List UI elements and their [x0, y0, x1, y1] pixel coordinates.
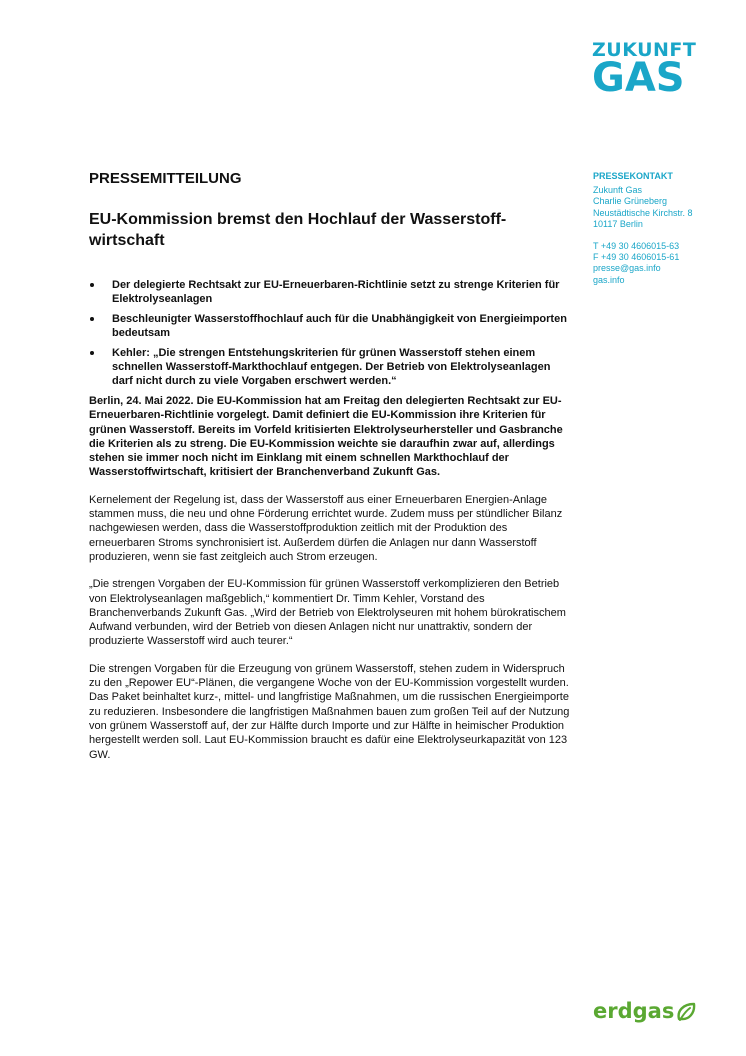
- contact-fax: F +49 30 4606015-61: [593, 252, 680, 263]
- contact-web[interactable]: gas.info: [593, 274, 625, 285]
- press-release-body: [89, 170, 573, 775]
- leaf-icon: [675, 1001, 697, 1023]
- contact-phone: T +49 30 4606015-63: [593, 241, 680, 252]
- body-paragraph: Kernelement der Regelung ist, dass der Wasserstoff aus einer Erneuerbaren Energien-Anlage stammen muss, die neu und ohne Förderung errichtet wurde. Zudem muss per stündlicher Bilanz nachgewiesen werden, dass die Wasserstoffproduktion zeitlich mit der Produktion des erneuerbaren Stroms synchronisiert ist. Außerdem dürfen die Anlagen nur dann Wasserstoff produzieren, wenn sie fast zeitgleich auch Strom erzeugen.: [89, 493, 563, 563]
- body-paragraph: „Die strengen Vorgaben der EU-Kommission für grünen Wasserstoff verkomplizieren den Betrieb von Elektrolyseanlagen maßgeblich,“ kommentiert Dr. Timm Kehler, Vorstand des Branchenverbands Zukunft Gas. „Wird der Betrieb von Elektrolyseuren mit hohem bürokratischem Aufwand verbunden, wird der Betrieb von diesen Anlagen nicht nur unattraktiv, sondern der produzierte Wasserstoff wird auch teurer.“: [89, 578, 566, 648]
- bullet-icon: [90, 283, 94, 287]
- list-item: Beschleunigter Wasserstoffhochlauf auch für die Unabhängigkeit von Energieimporten bedeutsam: [89, 312, 573, 340]
- list-item: Kehler: „Die strengen Entstehungskriterien für grünen Wasserstoff stehen einem schnellen Wasserstoff-Markthochlauf entgegen. Der Betrieb von Elektrolyseanlagen darf nicht durch zu viele Vorgaben erschwert werden.“: [89, 346, 573, 388]
- headline: EU-Kommission bremst den Hochlauf der Wasserstoff-wirtschaft: [89, 211, 507, 249]
- erdgas-logo-text: erdgas: [593, 999, 675, 1023]
- bullet-icon: [90, 317, 94, 321]
- contact-city: 10117 Berlin: [593, 218, 643, 229]
- erdgas-logo: [593, 996, 697, 1026]
- list-item: Der delegierte Rechtsakt zur EU-Erneuerbaren-Richtlinie setzt zu strenge Kriterien für Elektrolyseanlagen: [89, 278, 573, 306]
- document-type: PRESSEMITTEILUNG: [89, 170, 242, 187]
- lead-paragraph: Berlin, 24. Mai 2022. Die EU-Kommission hat am Freitag den delegierten Rechtsakt zur EU-Erneuerbaren-Richtlinie vorgelegt. Damit definiert die EU-Kommission ihre Kriterien für grünen Wasserstoff. Bereits im Vorfeld kritisierten Elektrolyseurhersteller und Gasbranche die Kriterien als zu streng. Die EU-Kommission weichte sie daraufhin zwar auf, allerdings stehen sie immer noch nicht im Einklang mit einem schnellen Markthochlauf der Wasserstoffwirtschaft, kritisiert der Branchenverband Zukunft Gas.: [89, 395, 563, 479]
- body-paragraph: Die strengen Vorgaben für die Erzeugung von grünem Wasserstoff, stehen zudem in Widerspruch zu den „Repower EU“-Plänen, die vergangene Woche von der EU-Kommission vorgestellt wurden. Das Paket beinhaltet kurz-, mittel- und langfristige Maßnahmen, um die russischen Energieimporte zu reduzieren. Insbesondere die langfristigen Maßnahmen bauen zum großen Teil auf der Nutzung von grünem Wasserstoff auf, der zur Hälfte durch Importe und zur Hälfte in heimischer Produktion hergestellt werden soll. Laut EU-Kommission braucht es dafür eine Elektrolyseurkapazität von 123 GW.: [89, 662, 570, 761]
- bullet-icon: [90, 351, 94, 355]
- contact-street: Neustädtische Kirchstr. 8: [593, 207, 693, 218]
- logo-line-zukunft: ZUKUNFT: [592, 39, 697, 61]
- zukunft-gas-logo: [592, 39, 702, 101]
- press-contact: [593, 171, 723, 286]
- contact-email[interactable]: presse@gas.info: [593, 263, 661, 274]
- press-contact-heading: PRESSEKONTAKT: [593, 171, 673, 181]
- contact-org: Zukunft Gas: [593, 185, 643, 196]
- contact-name: Charlie Grüneberg: [593, 196, 668, 207]
- logo-line-gas: GAS: [592, 55, 685, 101]
- key-points-list: [89, 278, 573, 388]
